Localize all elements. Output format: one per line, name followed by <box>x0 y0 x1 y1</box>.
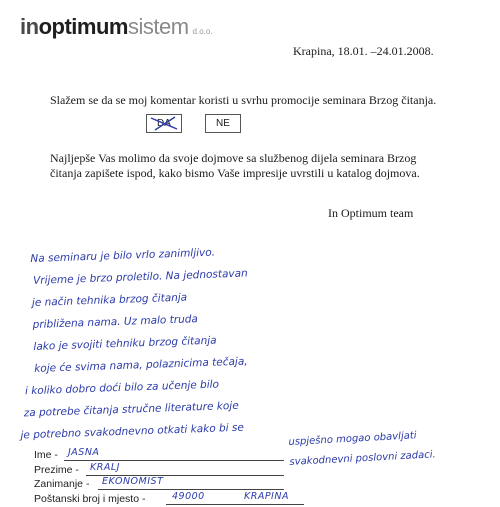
name-field[interactable]: JASNA <box>68 447 100 458</box>
comment-line: svakodnevni poslovni zadaci. <box>289 449 436 468</box>
comment-line: uspješno mogao obavljati <box>288 430 417 448</box>
company-logo <box>20 14 213 40</box>
name-label: Ime - <box>34 449 58 461</box>
logo-sistem: sistem <box>127 14 189 39</box>
occupation-label: Zanimanje - <box>34 478 90 490</box>
request-paragraph: Najljepše Vas molimo da svoje dojmove sa službenog dijela seminara Brzog čitanja zapišete ispod, kako bismo Vaše impresije uvrstili u katalog dojmova. <box>50 151 420 180</box>
comment-line: je potrebno svakodnevno otkati kako bi se <box>20 421 245 442</box>
option-yes-label: DA <box>157 118 171 129</box>
postal-row <box>34 490 289 507</box>
occupation-field[interactable]: EKONOMIST <box>102 476 164 487</box>
option-no-box[interactable] <box>205 114 241 133</box>
postal-line <box>166 504 304 505</box>
comment-line: Na seminaru je bilo vrlo zanimljivo. <box>30 246 216 265</box>
comment-line: za potrebe čitanja stručne literature koje <box>23 399 239 420</box>
surname-field[interactable]: KRALJ <box>90 461 120 473</box>
comment-line: je način tehnika brzog čitanja <box>31 291 188 309</box>
postal-code-field[interactable]: 49000 <box>172 490 205 502</box>
logo-legal-suffix: d.o.o. <box>192 27 213 36</box>
option-no-label: NE <box>216 118 230 129</box>
comment-line: približena nama. Uz malo truda <box>32 313 199 331</box>
seminar-date: Krapina, 18.01. –24.01.2008. <box>293 44 434 58</box>
city-field[interactable]: KRAPINA <box>244 490 289 502</box>
comment-line: i koliko dobro doći bilo za učenje bilo <box>24 378 220 398</box>
participant-form <box>34 447 289 507</box>
handwritten-comment <box>20 232 500 446</box>
team-signature: In Optimum team <box>328 206 414 220</box>
comment-line: lako je svojiti tehniku brzog čitanja <box>33 334 217 353</box>
logo-optimum: optimum <box>38 14 128 39</box>
option-yes-box[interactable] <box>146 114 182 133</box>
comment-line: koje će svima nama, polaznicima tečaja, <box>34 355 248 375</box>
comment-line: Vrijeme je brzo proletilo. Na jednostavan <box>32 267 248 287</box>
consent-statement: Slažem se da se moj komentar koristi u svrhu promocije seminara Brzog čitanja. <box>50 93 437 107</box>
logo-in: in <box>20 14 39 39</box>
occupation-row <box>34 476 164 493</box>
postal-label: Poštanski broj i mjesto - <box>34 492 146 505</box>
surname-label: Prezime - <box>34 463 79 476</box>
